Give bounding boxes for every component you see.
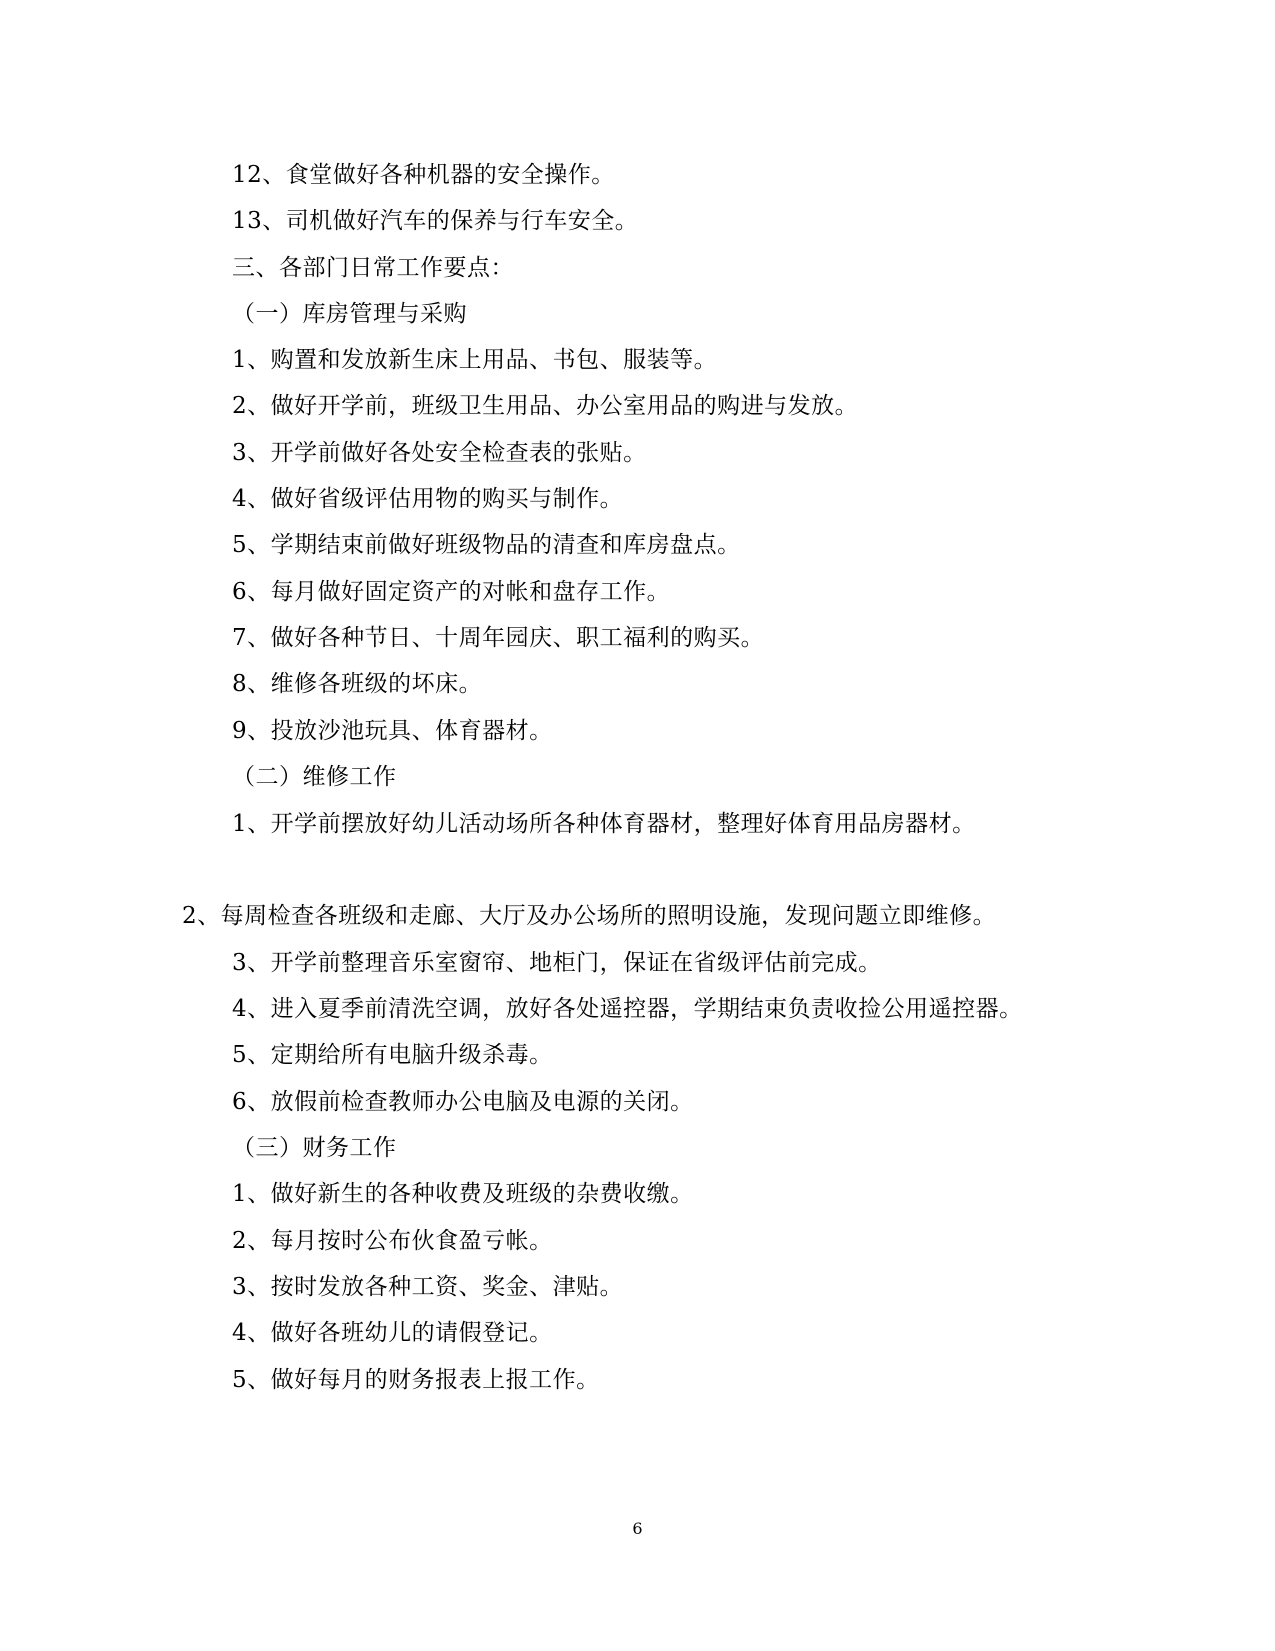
list-item: 3、按时发放各种工资、奖金、津贴。 <box>232 1274 624 1300</box>
list-item: 4、进入夏季前清洗空调，放好各处遥控器，学期结束负责收捡公用遥控器。 <box>232 996 1023 1022</box>
list-item: 2、每周检查各班级和走廊、大厅及办公场所的照明设施，发现问题立即维修。 <box>182 903 997 929</box>
list-item: 1、开学前摆放好幼儿活动场所各种体育器材，整理好体育用品房器材。 <box>232 811 976 837</box>
list-item: 9、投放沙池玩具、体育器材。 <box>232 718 553 744</box>
subsection-heading-maintenance: （二）维修工作 <box>232 764 397 790</box>
list-item: 5、做好每月的财务报表上报工作。 <box>232 1367 600 1393</box>
list-item: 6、每月做好固定资产的对帐和盘存工作。 <box>232 579 671 605</box>
list-item: 1、购置和发放新生床上用品、书包、服装等。 <box>232 347 718 373</box>
list-item: 4、做好省级评估用物的购买与制作。 <box>232 486 624 512</box>
subsection-heading-finance: （三）财务工作 <box>232 1135 397 1161</box>
item-canteen-safety: 12、食堂做好各种机器的安全操作。 <box>232 162 615 188</box>
list-item: 4、做好各班幼儿的请假登记。 <box>232 1320 553 1346</box>
list-item: 5、学期结束前做好班级物品的清查和库房盘点。 <box>232 532 741 558</box>
list-item: 1、做好新生的各种收费及班级的杂费收缴。 <box>232 1181 694 1207</box>
page-number: 6 <box>632 1519 643 1538</box>
list-item: 3、开学前做好各处安全检查表的张贴。 <box>232 440 647 466</box>
list-item: 6、放假前检查教师办公电脑及电源的关闭。 <box>232 1089 694 1115</box>
list-item: 3、开学前整理音乐室窗帘、地柜门，保证在省级评估前完成。 <box>232 950 882 976</box>
section-heading-daily-work: 三、各部门日常工作要点： <box>232 255 514 281</box>
list-item: 5、定期给所有电脑升级杀毒。 <box>232 1042 553 1068</box>
list-item: 7、做好各种节日、十周年园庆、职工福利的购买。 <box>232 625 765 651</box>
list-item: 2、每月按时公布伙食盈亏帐。 <box>232 1228 553 1254</box>
list-item: 8、维修各班级的坏床。 <box>232 671 483 697</box>
subsection-heading-warehouse: （一）库房管理与采购 <box>232 301 467 327</box>
list-item: 2、做好开学前，班级卫生用品、办公室用品的购进与发放。 <box>232 393 859 419</box>
item-driver-safety: 13、司机做好汽车的保养与行车安全。 <box>232 208 639 234</box>
